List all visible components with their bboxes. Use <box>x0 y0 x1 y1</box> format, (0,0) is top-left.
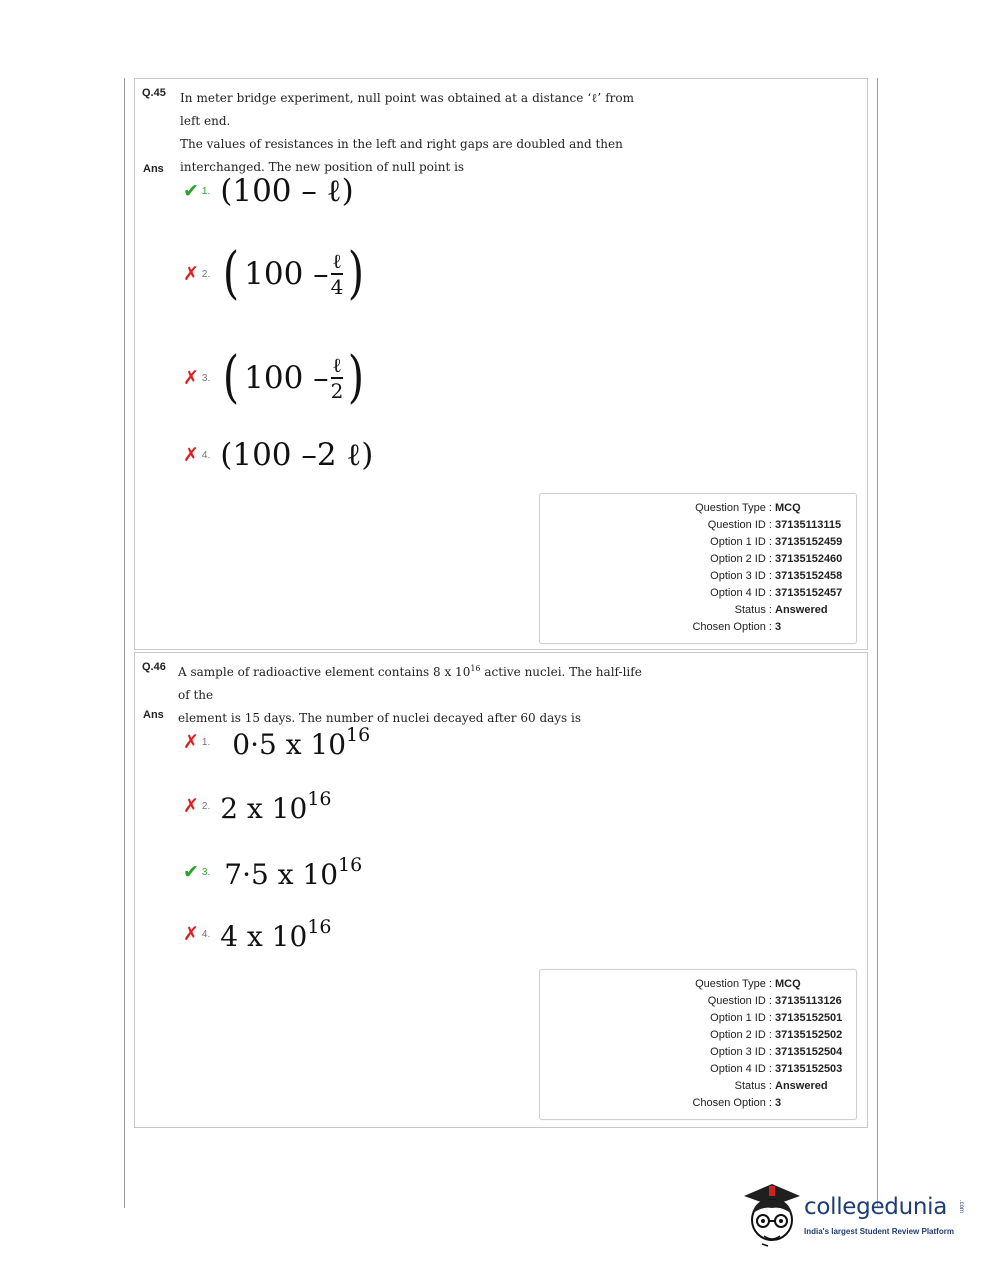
page-frame-left <box>124 78 125 1208</box>
fraction-denominator: 2 <box>330 379 344 403</box>
question-text-line: In meter bridge experiment, null point was obtained at a distance ‘ℓ’ from left end. <box>180 91 634 128</box>
cross-icon: ✗ <box>183 443 199 466</box>
question-text <box>180 87 634 179</box>
info-row-question-id: Question ID : 37135113126 <box>707 995 842 1007</box>
logo-com: .com <box>958 1200 964 1214</box>
close-paren: ) <box>348 345 365 410</box>
option-number: 3. <box>201 372 211 384</box>
info-row-option3-id: Option 3 ID : 37135152504 <box>710 1046 843 1058</box>
fraction-numerator: ℓ <box>332 353 342 377</box>
info-row-status: Status : Answered <box>734 1080 828 1092</box>
option-4[interactable] <box>183 914 332 954</box>
option-expression: 7·5 x $10^{16}$ <box>224 853 363 891</box>
option-number: 3. <box>201 866 211 878</box>
question-number: Q.45 <box>142 87 166 99</box>
info-row-chosen-option: Chosen Option : 3 <box>692 1097 782 1109</box>
mascot-icon <box>742 1176 802 1248</box>
cross-icon: ✗ <box>183 730 199 753</box>
option-expression: 100 – <box>244 360 329 396</box>
collegedunia-logo[interactable] <box>742 1176 974 1248</box>
option-expression: (100 –2 ℓ) <box>220 437 374 473</box>
question-text-line: element is 15 days. The number of nuclei decayed after 60 days is <box>178 711 582 725</box>
option-3[interactable] <box>183 347 367 409</box>
info-row-option4-id: Option 4 ID : 37135152457 <box>710 587 843 599</box>
info-row-option1-id: Option 1 ID : 37135152459 <box>710 536 843 548</box>
option-expression: 100 – <box>244 256 329 292</box>
option-expression: 0·5 x $10^{16}$ <box>232 723 371 761</box>
info-row-chosen-option: Chosen Option : 3 <box>692 621 782 633</box>
info-row-option1-id: Option 1 ID : 37135152501 <box>710 1012 843 1024</box>
open-paren: ( <box>222 241 240 306</box>
info-row-question-id: Question ID : 37135113115 <box>707 519 842 531</box>
fraction-denominator: 4 <box>330 275 344 299</box>
fraction <box>331 354 344 402</box>
option-number: 1. <box>201 736 211 748</box>
question-text-line: The values of resistances in the left and right gaps are doubled and then <box>180 137 623 151</box>
question-text-line: A sample of radioactive element contains 8 x $10^{16}$ active nuclei. The half-life of the <box>178 664 642 702</box>
option-4[interactable] <box>183 434 373 476</box>
option-expression: (100 – ℓ) <box>220 173 354 209</box>
logo-tagline: India's largest Student Review Platform <box>804 1227 954 1236</box>
page-frame-right <box>877 78 878 1208</box>
ans-label: Ans <box>143 709 164 721</box>
option-expression: 2 x $10^{16}$ <box>220 787 332 825</box>
info-row-option2-id: Option 2 ID : 37135152502 <box>710 1029 843 1041</box>
open-paren: ( <box>222 345 240 410</box>
close-paren: ) <box>348 241 365 306</box>
question-text <box>178 657 648 730</box>
option-1[interactable] <box>183 170 354 212</box>
fraction-numerator: ℓ <box>332 249 342 273</box>
option-expression: 4 x $10^{16}$ <box>220 915 332 953</box>
cross-icon: ✗ <box>183 922 199 945</box>
check-icon: ✔ <box>183 179 199 202</box>
option-3[interactable] <box>183 852 362 892</box>
fraction <box>331 250 344 298</box>
option-1[interactable] <box>183 722 370 762</box>
option-2[interactable] <box>183 786 332 826</box>
info-row-question-type: Question Type : MCQ <box>695 978 801 990</box>
option-number: 2. <box>201 800 211 812</box>
option-number: 2. <box>201 268 211 280</box>
cross-icon: ✗ <box>183 794 199 817</box>
option-number: 4. <box>201 928 211 940</box>
option-number: 1. <box>201 185 211 197</box>
option-2[interactable] <box>183 243 367 305</box>
info-row-status: Status : Answered <box>734 604 828 616</box>
cross-icon: ✗ <box>183 262 199 285</box>
info-rows-q45 <box>539 493 855 642</box>
check-icon: ✔ <box>183 860 199 883</box>
logo-wordmark: collegedunia <box>804 1194 948 1220</box>
info-rows-q46 <box>539 969 855 1118</box>
info-row-option3-id: Option 3 ID : 37135152458 <box>710 570 843 582</box>
cross-icon: ✗ <box>183 366 199 389</box>
question-number: Q.46 <box>142 661 166 673</box>
option-number: 4. <box>201 449 211 461</box>
info-row-question-type: Question Type : MCQ <box>695 502 801 514</box>
info-row-option4-id: Option 4 ID : 37135152503 <box>710 1063 843 1075</box>
info-row-option2-id: Option 2 ID : 37135152460 <box>710 553 843 565</box>
question-text-line: interchanged. The new position of null point is <box>180 160 465 174</box>
ans-label: Ans <box>143 163 164 175</box>
